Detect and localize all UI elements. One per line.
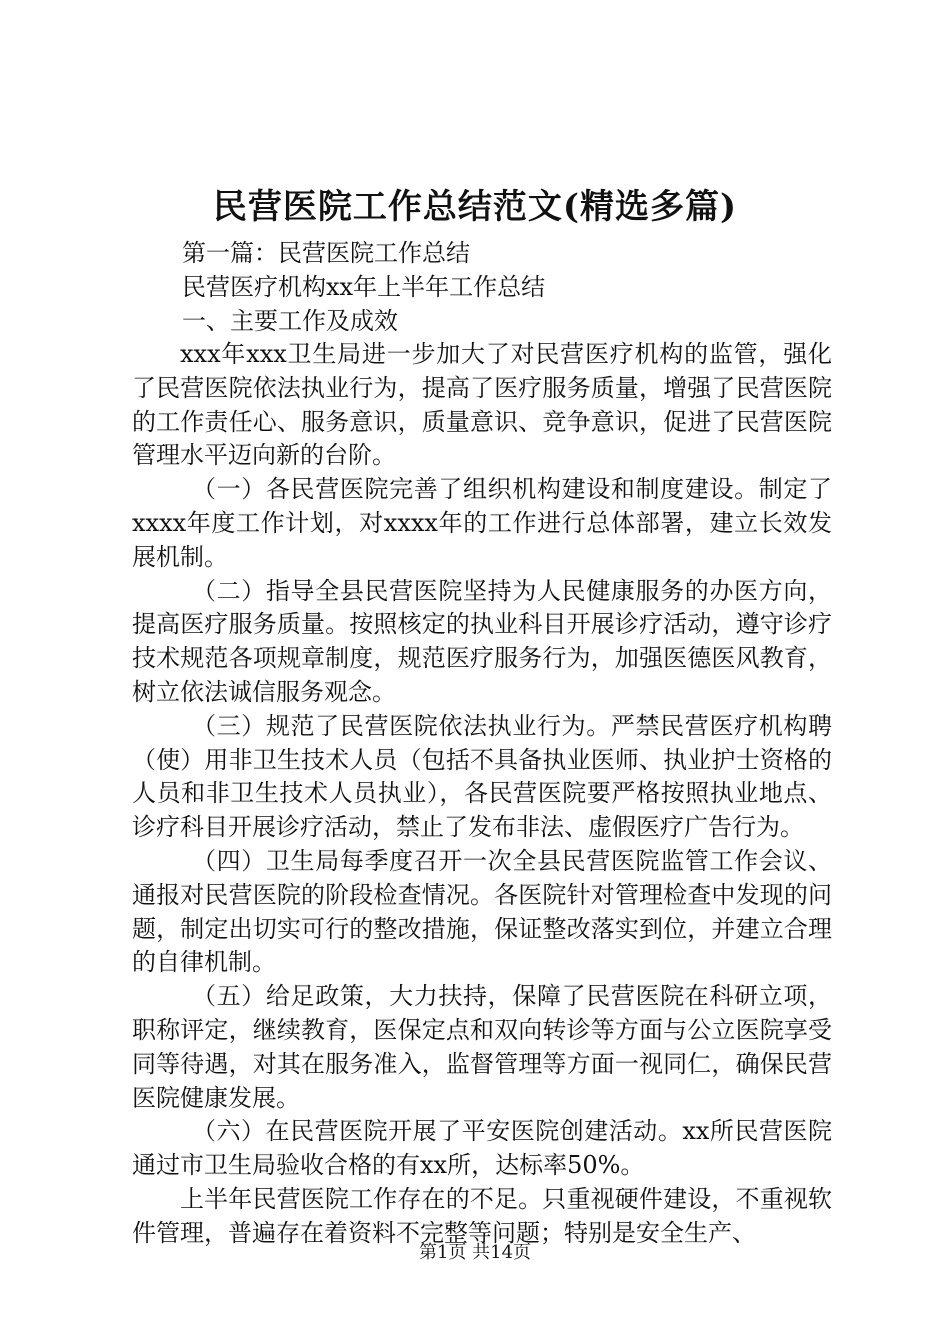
- paragraph-item-1: （一）各民营医院完善了组织机构建设和制度建设。制定了xxxx年度工作计划，对xxxx年的工作进行总体部署，建立长效发展机制。: [132, 475, 832, 571]
- paragraph-item-4: （四）卫生局每季度召开一次全县民营医院监管工作会议、通报对民营医院的阶段检查情况。各医院针对管理检查中发现的问题，制定出切实可行的整改措施，保证整改落实到位，并建立合理的自律机制。: [132, 846, 832, 977]
- paragraph-shortcomings: 上半年民营医院工作存在的不足。只重视硬件建设，不重视软件管理，普遍存在着资料不完整等问题；特别是安全生产、: [132, 1184, 832, 1247]
- page-footer: 第1页 共14页: [418, 1242, 532, 1263]
- section-heading-3: 一、主要工作及成效: [182, 307, 398, 335]
- paragraph-item-2: （二）指导全县民营医院坚持为人民健康服务的办医方向，提高医疗服务质量。按照核定的执业科目开展诊疗活动，遵守诊疗技术规范各项规章制度，规范医疗服务行为，加强医德医风教育，树立依法诚信服务观念。: [132, 576, 832, 706]
- paragraph-intro: xxx年xxx卫生局进一步加大了对民营医疗机构的监管，强化了民营医院依法执业行为，提高了医疗服务质量，增强了民营医院的工作责任心、服务意识，质量意识、竞争意识，促进了民营医院管理水平迈向新的台阶。: [132, 340, 832, 470]
- section-heading-2: 民营医疗机构xx年上半年工作总结: [182, 273, 546, 301]
- paragraph-item-3: （三）规范了民营医院依法执业行为。严禁民营医疗机构聘（使）用非卫生技术人员（包括不具备执业医师、执业护士资格的人员和非卫生技术人员执业），各民营医院要严格按照执业地点、诊疗科目开展诊疗活动，禁止了发布非法、虚假医疗广告行为。: [132, 711, 832, 842]
- document-body: [132, 236, 832, 1251]
- document-title: 民营医院工作总结范文(精选多篇): [212, 187, 738, 227]
- paragraph-item-5: （五）给足政策，大力扶持，保障了民营医院在科研立项，职称评定，继续教育，医保定点和双向转诊等方面与公立医院享受同等待遇，对其在服务准入，监督管理等方面一视同仁，确保民营医院健康发展。: [132, 982, 832, 1112]
- section-heading-1: 第一篇：民营医院工作总结: [182, 239, 470, 267]
- paragraph-item-6: （六）在民营医院开展了平安医院创建活动。xx所民营医院通过市卫生局验收合格的有xx所，达标率50%。: [132, 1117, 832, 1180]
